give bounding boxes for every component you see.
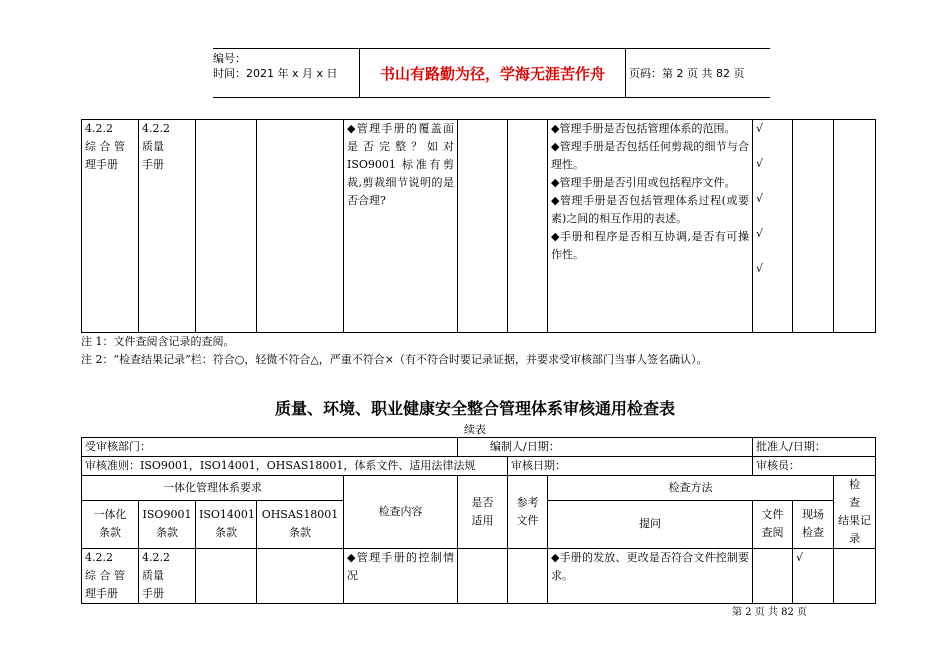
site-check-cell — [793, 120, 834, 333]
ohsas-cell — [257, 120, 344, 333]
table-row — [82, 438, 876, 457]
question-item: ◆管理手册是否包括任何剪裁的细节与合理性。 — [551, 140, 749, 171]
check-mark: √ — [756, 192, 764, 205]
ohsas-cell — [257, 549, 344, 604]
question-item: ◆手册和程序是否相互协调,是否有可操作性。 — [551, 230, 749, 261]
sub-header-iso14001: ISO14001 条款 — [196, 500, 257, 548]
req-header: 一体化管理体系要求 — [82, 476, 344, 501]
iso9001-cell: 4.2.2 质量 手册 — [139, 120, 196, 333]
applicable-cell — [458, 549, 508, 604]
site-check-cell — [793, 549, 834, 604]
doc-review-cell — [753, 549, 793, 604]
header-left — [213, 51, 338, 81]
content-cell: ◆管理手册的控制情况 — [344, 549, 458, 604]
check-mark: √ — [756, 227, 764, 240]
editor-cell: 编制人/日期： — [458, 438, 753, 457]
table-row — [82, 120, 876, 333]
iso14001-cell — [196, 549, 257, 604]
question-item: ◆管理手册是否包括管理体系过程(或要素)之间的相互作用的表述。 — [551, 194, 749, 225]
doc-review-header: 文件 查阅 — [753, 500, 793, 548]
continued-label: 续表 — [464, 423, 486, 436]
result-cell — [834, 120, 876, 333]
table-row — [82, 549, 876, 604]
note-2: 注 2：“检查结果记录”栏：符合○，轻微不符合△，严重不符合×（有不符合时要记录证据，并要求受审核部门当事人签名确认）。 — [81, 353, 708, 366]
ref-cell — [508, 120, 548, 333]
checklist-table-top — [81, 119, 876, 333]
audit-date-cell: 审核日期： — [508, 457, 753, 476]
clause-cell: 4.2.2 综 合 管 理手册 — [82, 549, 139, 604]
result-header: 检 查 结果记录 — [834, 476, 876, 549]
content-cell: ◆管理手册的覆盖面是否完整？如对 ISO9001 标准有剪裁,剪裁细节说明的是否合理? — [344, 120, 458, 333]
question-cell: ◆手册的发放、更改是否符合文件控制要求。 — [548, 549, 753, 604]
check-mark: √ — [756, 262, 764, 275]
note-1: 注 1：文件查阅含记录的查阅。 — [81, 335, 235, 348]
checklist-table-bottom — [81, 437, 883, 604]
check-mark: √ — [796, 551, 804, 564]
question-item: ◆管理手册是否引用或包括程序文件。 — [551, 176, 736, 189]
question-item: ◆管理手册是否包括管理体系的范围。 — [551, 122, 736, 135]
table-row — [82, 476, 876, 501]
sub-header-iso9001: ISO9001 条款 — [139, 500, 196, 548]
sub-header-integrated: 一体化 条款 — [82, 500, 139, 548]
applicable-header: 是否 适用 — [458, 476, 508, 549]
ref-header: 参考 文件 — [508, 476, 548, 549]
page-footer: 第 2 页 共 82 页 — [732, 607, 807, 618]
approver-cell: 批准人/日期： — [753, 438, 876, 457]
clause-cell: 4.2.2 综 合 管 理手册 — [82, 120, 139, 333]
check-mark: √ — [756, 157, 764, 170]
document-title: 质量、环境、职业健康安全整合管理体系审核通用检查表 — [274, 399, 675, 418]
iso14001-cell — [196, 120, 257, 333]
check-mark: √ — [756, 122, 764, 135]
site-check-header: 现场 检查 — [793, 500, 834, 548]
auditor-cell: 审核员： — [753, 457, 876, 476]
doc-review-cell — [753, 120, 793, 333]
page-label: 页码：第 2 页 共 82 页 — [629, 67, 745, 80]
number-label: 编号： — [213, 52, 246, 65]
motto: 书山有路勤为径，学海无涯苦作舟 — [359, 49, 626, 97]
criteria-cell: 审核准则：ISO9001，ISO14001，OHSAS18001，体系文件、适用法律法规 — [82, 457, 508, 476]
method-header: 检查方法 — [548, 476, 834, 501]
applicable-cell — [458, 120, 508, 333]
question-header: 提问 — [548, 500, 753, 548]
questions-cell — [548, 120, 753, 333]
table-row — [82, 457, 876, 476]
sub-header-ohsas: OHSAS18001 条款 — [257, 500, 344, 548]
content-header: 检查内容 — [344, 476, 458, 549]
result-cell — [834, 549, 876, 604]
dept-cell: 受审核部门： — [82, 438, 458, 457]
time-label: 时间：2021 年 x 月 x 日 — [213, 67, 338, 80]
page-header — [213, 48, 770, 98]
iso9001-cell: 4.2.2 质量 手册 — [139, 549, 196, 604]
notes — [81, 333, 708, 369]
ref-cell — [508, 549, 548, 604]
